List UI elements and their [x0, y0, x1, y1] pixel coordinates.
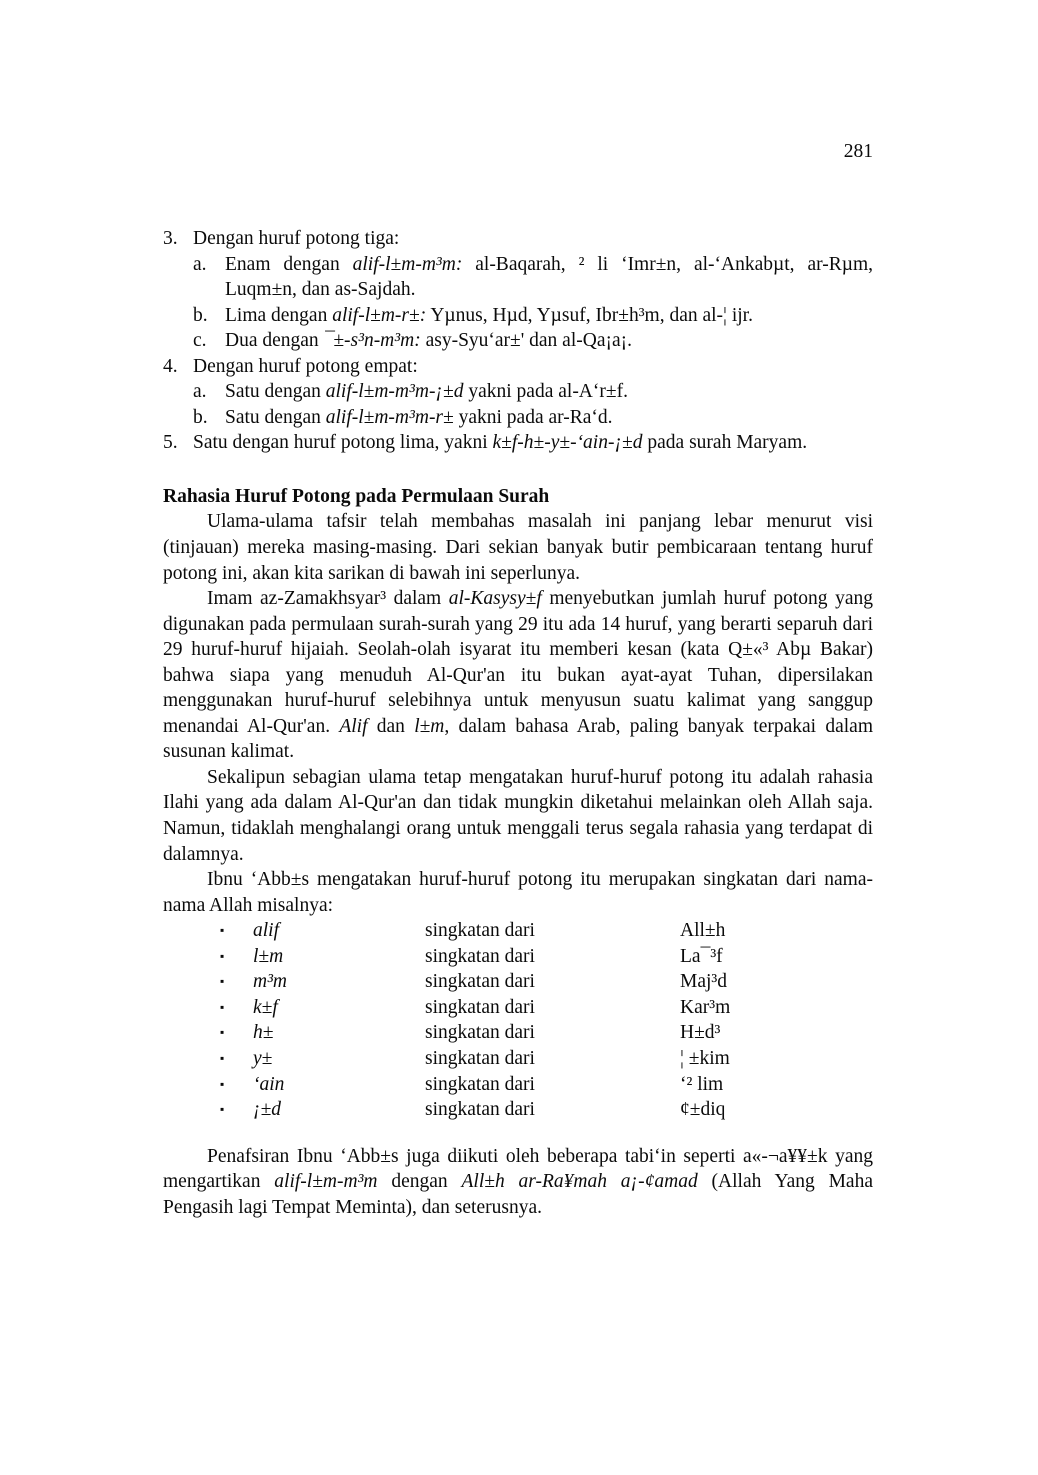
paragraph [163, 867, 873, 918]
text-run: , dalam bahasa Arab, paling banyak terpakai dalam susunan kalimat. [163, 715, 873, 763]
letter-term: alif [253, 920, 280, 942]
list-marker: 5. [163, 432, 178, 454]
abbreviation-row [163, 969, 873, 995]
paragraph [163, 586, 873, 765]
connector-text: singkatan dari [425, 1022, 535, 1044]
abbreviation-row [163, 995, 873, 1021]
divine-name: ¢±diq [680, 1099, 726, 1121]
transliterated-term: alif-l±m-r±: [332, 304, 427, 326]
text-run: Imam az-Zamakhsyar³ dalam [207, 588, 449, 610]
square-bullet-icon: ▪ [220, 974, 225, 989]
list-item-level2 [163, 303, 873, 329]
divine-name: Maj³d [680, 971, 728, 993]
text-run: menyebutkan jumlah huruf potong yang digunakan pada permulaan surah-surah yang 29 itu ada 14 huruf, yang berarti separuh dari 29 huruf-huruf hijaiah. Seolah-olah isyarat itu memberi kesan (kata Q±«³ Abµ Bakar) bahwa siapa yang menuduh Al-Qur'an itu bukan ayat-ayat Tuhan, dipersilakan menggunakan huruf-huruf selebihnya untuk menyusun suatu kalimat yang sanggup menandai Al-Qur'an. [163, 588, 873, 737]
text-run: Sekalipun sebagian ulama tetap mengatakan huruf-huruf potong itu adalah rahasia Ilahi yang ada dalam Al-Qur'an dan tidak mungkin diketahui melainkan oleh Allah saja. Namun, tidaklah menghalangi orang untuk menggali terus segala rahasia yang terdapat di dalamnya. [163, 766, 873, 865]
list-item-level2 [163, 379, 873, 405]
list-marker: 4. [163, 355, 178, 377]
text-run: Lima dengan [225, 304, 333, 326]
transliterated-term: alif-l±m-m³m-¡±d [325, 381, 464, 403]
transliterated-term: k±f-h±-y±-‘ain-¡±d [492, 432, 643, 454]
list-item-level2 [163, 328, 873, 354]
connector-text: singkatan dari [425, 1047, 535, 1069]
text-run: Satu dengan huruf potong lima, yakni [193, 432, 493, 454]
square-bullet-icon: ▪ [220, 999, 225, 1014]
transliterated-term: ¯±-s³n-m³m: [323, 330, 421, 352]
text-run: Enam dengan [225, 253, 353, 275]
abbreviation-list [163, 918, 873, 1122]
text-run: Rahasia Huruf Potong pada Permulaan Surah [163, 485, 550, 507]
text-run: Yµnus, Hµd, Yµsuf, Ibr±h³m, dan al-¦ ijr. [426, 304, 753, 326]
paragraph [163, 765, 873, 867]
text-run: yakni pada ar-Ra‘d. [453, 406, 613, 428]
letter-term: ‘ain [253, 1073, 285, 1095]
square-bullet-icon: ▪ [220, 1102, 225, 1117]
list-item-level2 [163, 252, 873, 303]
list-item-text [193, 432, 807, 453]
list-item-text [193, 356, 418, 377]
list-marker: b. [193, 406, 208, 428]
paragraph [163, 1144, 873, 1221]
list-item-text [225, 407, 613, 428]
square-bullet-icon: ▪ [220, 923, 225, 938]
transliterated-term: l±m [414, 715, 445, 737]
list-item-level2 [163, 405, 873, 431]
letter-term: h± [253, 1022, 274, 1044]
list-marker: b. [193, 304, 208, 326]
text-run: asy-Syu‘ar±' dan al-Qa¡a¡. [420, 330, 632, 352]
page-number: 281 [843, 141, 873, 162]
list-marker: a. [193, 253, 207, 275]
list-item-text [225, 330, 632, 351]
text-run: dan [367, 715, 415, 737]
connector-text: singkatan dari [425, 945, 535, 967]
text-run: Dua dengan [225, 330, 324, 352]
text-run: Ibnu ‘Abb±s mengatakan huruf-huruf potong itu merupakan singkatan dari nama-nama Allah misalnya: [163, 869, 873, 916]
text-run: dengan [377, 1171, 462, 1193]
square-bullet-icon: ▪ [220, 948, 225, 963]
transliterated-term: alif-l±m-m³m: [352, 253, 463, 275]
transliterated-term: alif-l±m-m³m [274, 1171, 378, 1193]
abbreviation-row [163, 1046, 873, 1072]
transliterated-term: al-Kasysy±f [448, 588, 542, 610]
abbreviation-row [163, 1097, 873, 1123]
square-bullet-icon: ▪ [220, 1050, 225, 1065]
list-item-text [225, 254, 873, 301]
transliterated-term: All±h ar-Ra¥mah a¡-¢amad [461, 1171, 698, 1193]
connector-text: singkatan dari [425, 971, 535, 993]
list-item-level1 [163, 430, 873, 456]
text-run: Penafsiran Ibnu ‘Abb±s juga diikuti oleh beberapa tabi‘in seperti a«-¬a¥¥±k yang mengartikan [163, 1145, 873, 1193]
abbreviation-row [163, 918, 873, 944]
abbreviation-row [163, 1020, 873, 1046]
document-content [163, 226, 873, 1220]
text-run: al-Baqarah, ² li ‘Imr±n, al-‘Ankabµt, ar-Rµm, Luqm±n, dan as-Sajdah. [225, 253, 873, 301]
divine-name: H±d³ [680, 1022, 721, 1044]
list-item-text [225, 305, 753, 326]
connector-text: singkatan dari [425, 920, 535, 942]
transliterated-term: alif-l±m-m³m-r± [325, 406, 454, 428]
letter-term: m³m [253, 971, 288, 993]
divine-name: ‘² lim [680, 1073, 724, 1095]
letter-term: y± [253, 1047, 273, 1069]
text-run: Dengan huruf potong tiga: [193, 228, 400, 249]
paragraph [163, 509, 873, 586]
letter-term: l±m [253, 945, 284, 967]
square-bullet-icon: ▪ [220, 1025, 225, 1040]
list-item-text [193, 228, 399, 249]
divine-name: Kar³m [680, 996, 731, 1018]
connector-text: singkatan dari [425, 1073, 535, 1095]
text-run: Dengan huruf potong empat: [193, 355, 418, 377]
letter-term: ¡±d [253, 1099, 282, 1121]
divine-name: ¦ ±kim [680, 1047, 730, 1069]
connector-text: singkatan dari [425, 1099, 535, 1121]
text-run: Satu dengan [225, 406, 326, 428]
list-marker: 3. [163, 228, 178, 249]
list-marker: c. [193, 330, 207, 352]
divine-name: All±h [680, 920, 726, 942]
abbreviation-row [163, 944, 873, 970]
connector-text: singkatan dari [425, 996, 535, 1018]
square-bullet-icon: ▪ [220, 1076, 225, 1091]
text-run: (Allah Yang Maha Pengasih lagi Tempat Meminta), dan seterusnya. [163, 1171, 873, 1218]
transliterated-term: Alif [339, 715, 368, 737]
letter-term: k±f [253, 996, 278, 1018]
text-run: Satu dengan [225, 381, 326, 403]
abbreviation-row [163, 1072, 873, 1098]
text-run: Ulama-ulama tafsir telah membahas masalah ini panjang lebar menurut visi (tinjauan) mereka masing-masing. Dari sekian banyak butir pembicaraan tentang huruf potong ini, akan kita sarikan di bawah ini seperlunya. [163, 511, 873, 584]
list-item-level1 [163, 226, 873, 252]
divine-name: La¯³f [680, 945, 723, 967]
section-heading [163, 484, 873, 510]
text-run: pada surah Maryam. [642, 432, 808, 454]
list-item-text [225, 381, 628, 402]
text-run: yakni pada al-A‘r±f. [463, 381, 628, 403]
list-marker: a. [193, 381, 207, 403]
list-item-level1 [163, 354, 873, 380]
